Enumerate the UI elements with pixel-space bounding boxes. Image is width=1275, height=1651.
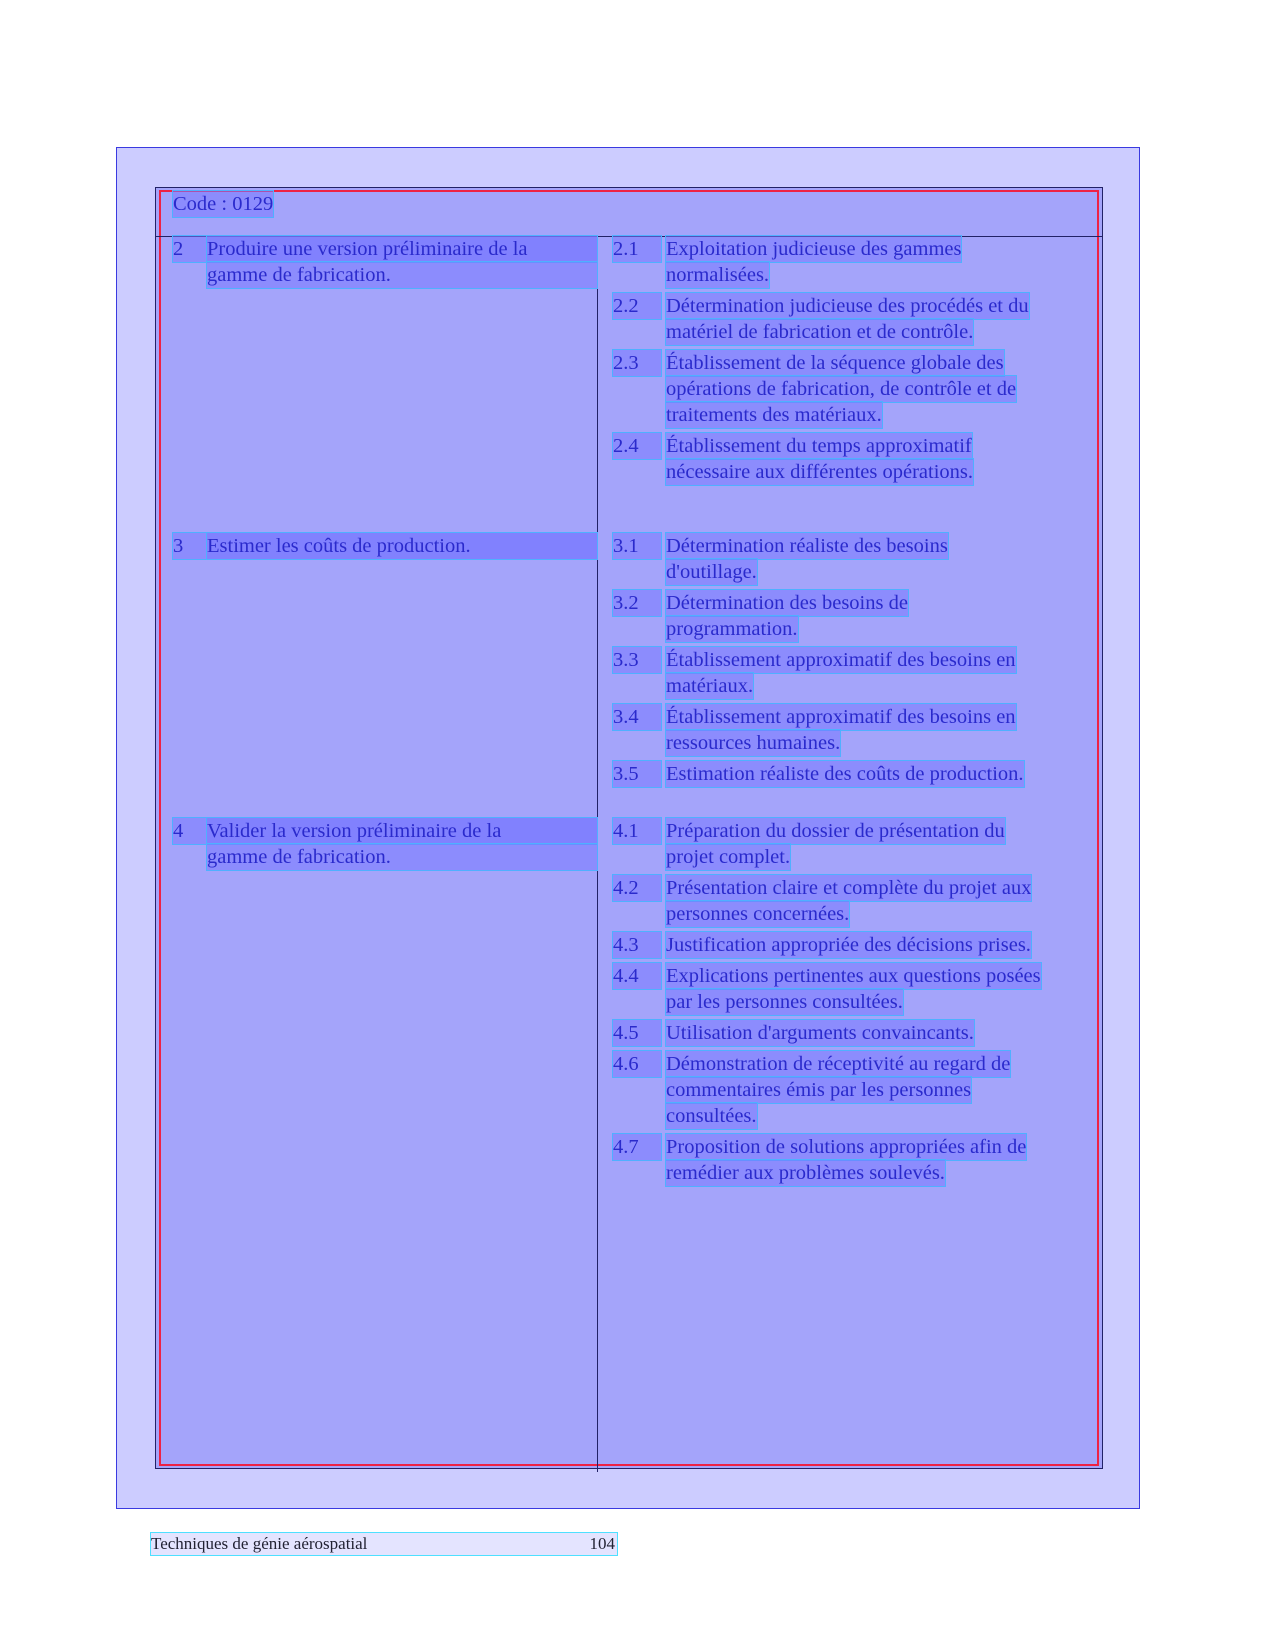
criterion-number: 2.4 bbox=[613, 433, 661, 459]
criterion-text: projet complet. bbox=[666, 846, 791, 868]
element-number: 2 bbox=[173, 236, 597, 262]
column-divider bbox=[597, 236, 598, 1472]
element-number: 4 bbox=[173, 818, 597, 844]
criterion-text: traitements des matériaux. bbox=[666, 404, 882, 426]
criterion-number: 4.6 bbox=[613, 1051, 661, 1077]
criterion-number: 4.2 bbox=[613, 875, 661, 901]
criterion-text: Exploitation judicieuse des gammes bbox=[666, 238, 962, 260]
criterion-text: opérations de fabrication, de contrôle et de bbox=[666, 378, 1017, 400]
criterion-number: 3.2 bbox=[613, 590, 661, 616]
criterion-text: Détermination réaliste des besoins bbox=[666, 535, 948, 557]
element-text: gamme de fabrication. bbox=[207, 262, 597, 288]
criterion-number: 4.5 bbox=[613, 1020, 661, 1046]
criterion-text: commentaires émis par les personnes bbox=[666, 1079, 972, 1101]
criterion-text: Établissement approximatif des besoins en bbox=[666, 706, 1016, 728]
criterion-text: ressources humaines. bbox=[666, 732, 841, 754]
criterion-text: Présentation claire et complète du projet aux bbox=[666, 877, 1032, 899]
criterion-text: d'outillage. bbox=[666, 561, 757, 583]
criterion-number: 3.1 bbox=[613, 533, 661, 559]
criterion-text: par les personnes consultées. bbox=[666, 991, 903, 1013]
criterion-text: Justification appropriée des décisions prises. bbox=[666, 934, 1031, 956]
criterion-text: Démonstration de réceptivité au regard de bbox=[666, 1053, 1011, 1075]
criterion-text: consultées. bbox=[666, 1105, 757, 1127]
element-text: gamme de fabrication. bbox=[207, 844, 597, 870]
criterion-number: 2.3 bbox=[613, 350, 661, 376]
criterion-text: Estimation réaliste des coûts de production. bbox=[666, 763, 1024, 785]
criterion-text: normalisées. bbox=[666, 264, 770, 286]
element-text: Valider la version préliminaire de la bbox=[207, 818, 597, 844]
criterion-text: Détermination judicieuse des procédés et du bbox=[666, 295, 1029, 317]
element-text: Produire une version préliminaire de la bbox=[207, 236, 597, 262]
criterion-number: 3.4 bbox=[613, 704, 661, 730]
criterion-number: 4.1 bbox=[613, 818, 661, 844]
criterion-text: nécessaire aux différentes opérations. bbox=[666, 461, 973, 483]
page-footer bbox=[151, 1533, 617, 1555]
criterion-text: Explications pertinentes aux questions posées bbox=[666, 965, 1041, 987]
criterion-text: matériaux. bbox=[666, 675, 754, 697]
criterion-text: personnes concernées. bbox=[666, 903, 850, 925]
criterion-number: 4.4 bbox=[613, 963, 661, 989]
footer-title: Techniques de génie aérospatial bbox=[151, 1534, 368, 1553]
element-text: Estimer les coûts de production. bbox=[207, 533, 597, 559]
criterion-text: Préparation du dossier de présentation du bbox=[666, 820, 1005, 842]
criterion-number: 3.3 bbox=[613, 647, 661, 673]
criterion-number: 4.7 bbox=[613, 1134, 661, 1160]
criterion-text: Utilisation d'arguments convaincants. bbox=[666, 1022, 974, 1044]
criterion-number: 3.5 bbox=[613, 761, 661, 787]
criterion-number: 2.2 bbox=[613, 293, 661, 319]
criterion-text: programmation. bbox=[666, 618, 798, 640]
element-number: 3 bbox=[173, 533, 597, 559]
criterion-text: remédier aux problèmes soulevés. bbox=[666, 1162, 945, 1184]
criterion-text: matériel de fabrication et de contrôle. bbox=[666, 321, 974, 343]
criterion-text: Détermination des besoins de bbox=[666, 592, 908, 614]
criterion-text: Établissement de la séquence globale des bbox=[666, 352, 1004, 374]
criterion-number: 2.1 bbox=[613, 236, 661, 262]
page-number: 104 bbox=[589, 1534, 615, 1553]
criterion-text: Établissement du temps approximatif bbox=[666, 435, 972, 457]
criterion-number: 4.3 bbox=[613, 932, 661, 958]
criterion-text: Proposition de solutions appropriées afin de bbox=[666, 1136, 1027, 1158]
criterion-text: Établissement approximatif des besoins en bbox=[666, 649, 1016, 671]
code-label: Code : 0129 bbox=[173, 193, 274, 215]
